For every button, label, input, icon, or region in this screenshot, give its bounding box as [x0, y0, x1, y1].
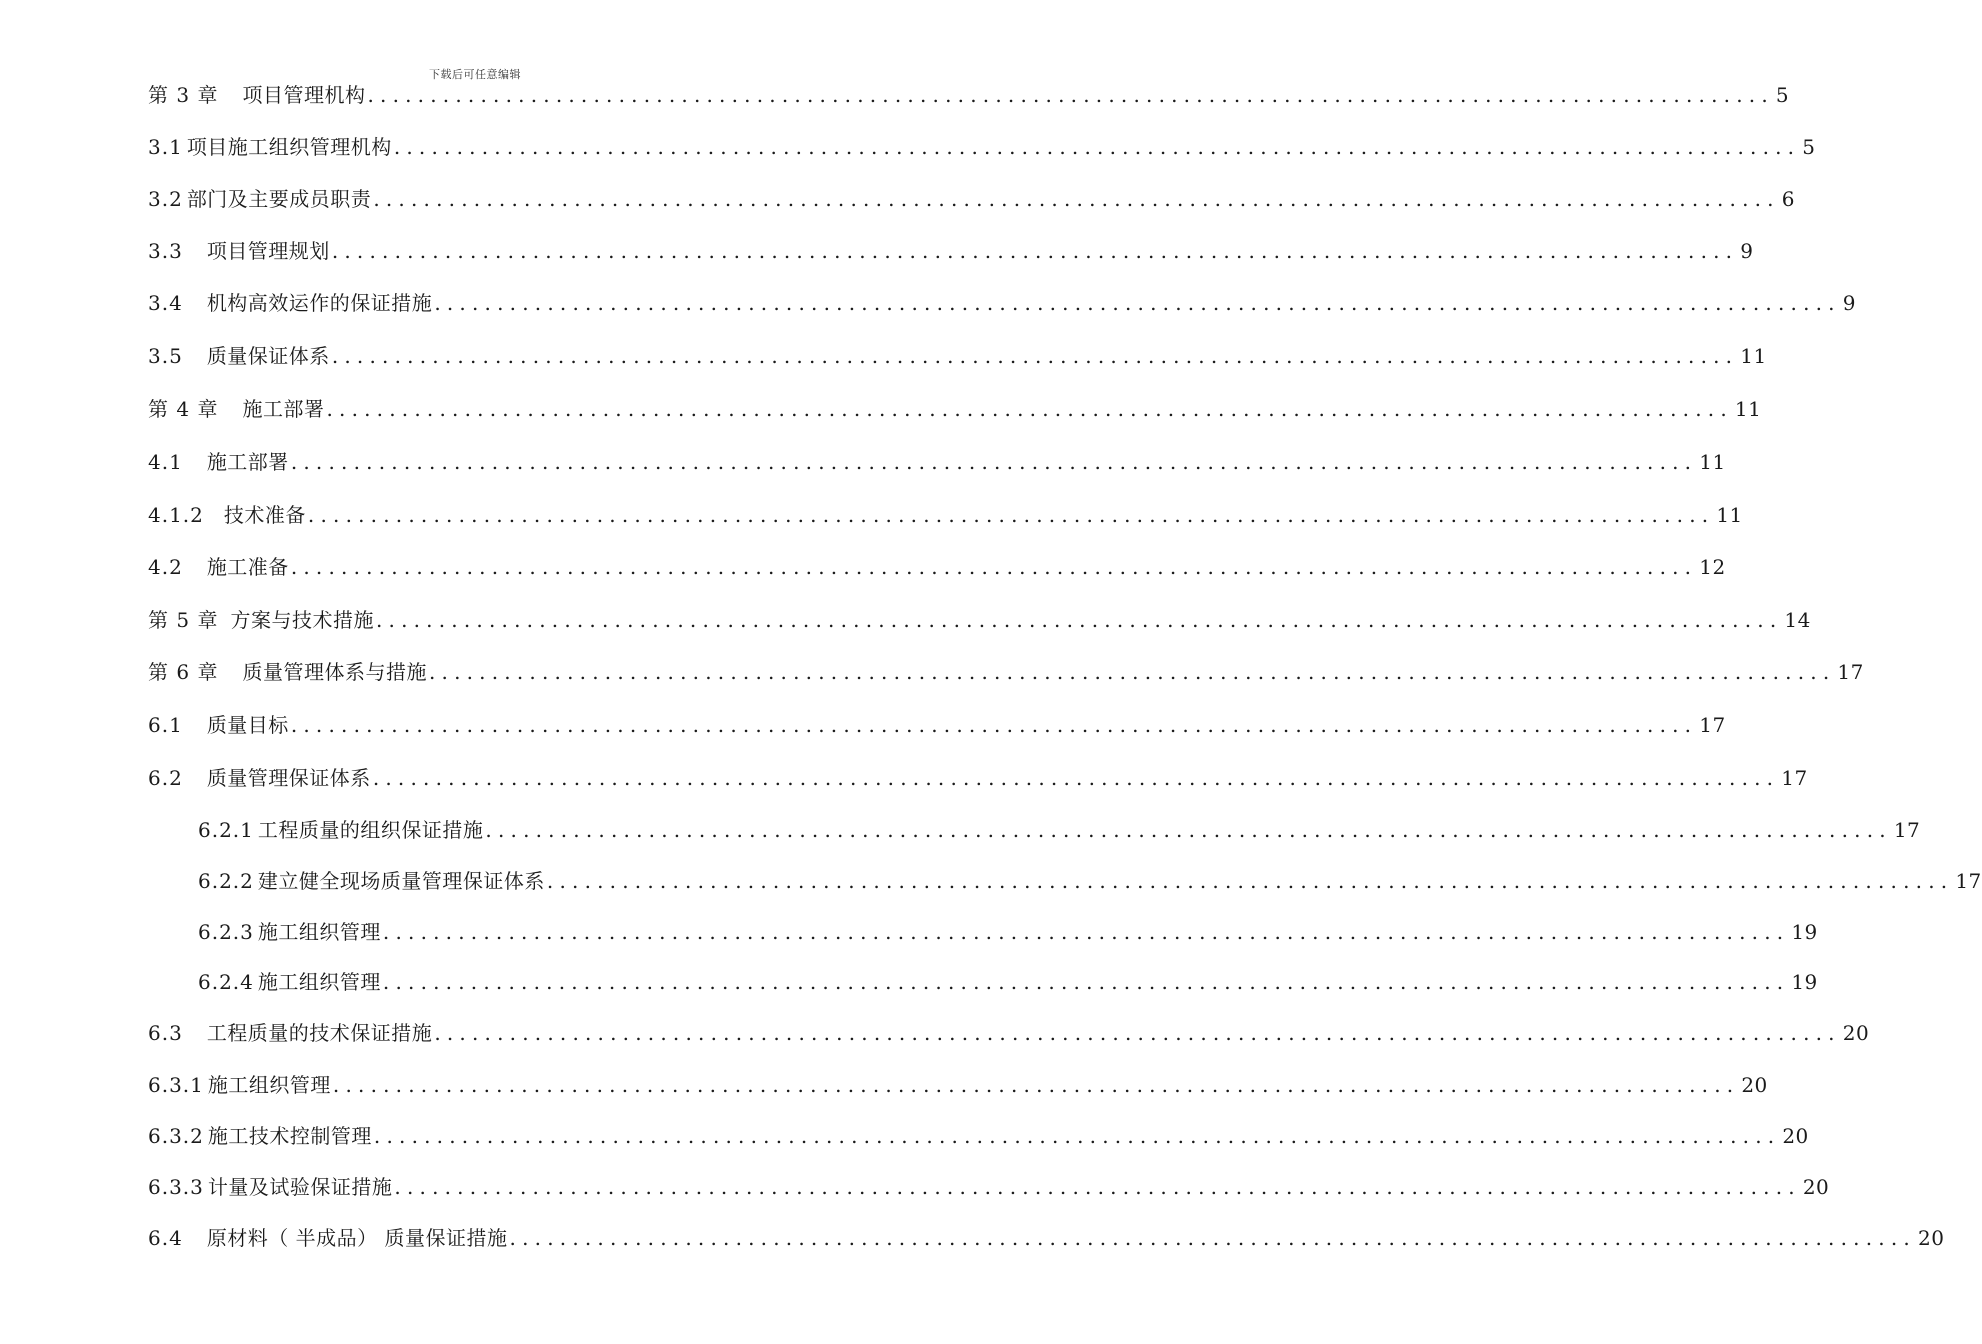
toc-entry-title: 施工技术控制管理 — [207, 1124, 372, 1148]
toc-entry-leader: ................................................................................................................ — [375, 608, 1783, 632]
toc-entry-leader: ................................................................................................................ — [331, 239, 1739, 263]
toc-entry-page: 14 — [1784, 608, 1811, 632]
toc-entry-leader: ................................................................................................................ — [382, 920, 1790, 944]
toc-entry-leader: ................................................................................................................ — [546, 869, 1954, 893]
toc-entry-title: 质量目标 — [206, 713, 289, 737]
toc-entry-leader: ................................................................................................................ — [393, 135, 1801, 159]
toc-entry[interactable] — [148, 500, 1743, 530]
toc-entry-number: 6.2.4 — [198, 970, 254, 994]
toc-entry[interactable] — [198, 967, 1818, 997]
toc-entry-number: 6.1 — [148, 713, 183, 737]
toc-entry-number: 3.3 — [148, 239, 183, 263]
toc-entry-number: 3.2 — [148, 187, 183, 211]
toc-entry-page: 20 — [1842, 1021, 1870, 1045]
toc-entry-page: 20 — [1782, 1124, 1809, 1148]
toc-entry-page: 20 — [1917, 1226, 1945, 1250]
toc-entry-page: 17 — [1837, 660, 1864, 684]
toc-entry-title: 方案与技术措施 — [230, 608, 374, 632]
toc-entry-page: 9 — [1842, 291, 1856, 315]
toc-entry-page: 17 — [1781, 766, 1808, 790]
toc-entry[interactable] — [148, 341, 1767, 371]
toc-entry-title: 质量保证体系 — [206, 344, 330, 368]
toc-entry-title: 施工准备 — [206, 555, 289, 579]
toc-entry-leader: ................................................................................................................ — [290, 555, 1698, 579]
toc-entry-page: 6 — [1781, 187, 1795, 211]
toc-entry[interactable] — [148, 1121, 1809, 1151]
toc-entry-number: 6.3.2 — [148, 1124, 204, 1148]
toc-entry-leader: ................................................................................................................ — [373, 187, 1780, 211]
toc-entry-number: 6.2.1 — [198, 818, 254, 842]
toc-entry-leader: ................................................................................................................ — [485, 818, 1892, 842]
toc-entry-leader: ................................................................................................................ — [372, 766, 1780, 790]
toc-entry-number: 第 3 章 — [148, 83, 219, 107]
toc-entry-leader: ................................................................................................................ — [434, 291, 1841, 315]
toc-entry-number: 6.3.3 — [148, 1175, 204, 1199]
toc-entry-number: 6.3.1 — [148, 1073, 204, 1097]
toc-entry-page: 20 — [1741, 1073, 1768, 1097]
toc-entry-number: 3.4 — [148, 291, 183, 315]
toc-entry[interactable] — [148, 657, 1864, 687]
toc-entry-number: 6.4 — [148, 1226, 183, 1250]
toc-entry-leader: ................................................................................................................ — [434, 1021, 1841, 1045]
toc-entry-number: 第 4 章 — [148, 397, 219, 421]
toc-entry-page: 12 — [1699, 555, 1726, 579]
toc-entry-page: 17 — [1955, 869, 1982, 893]
toc-entry-title: 施工组织管理 — [257, 920, 381, 944]
toc-entry-title: 项目管理机构 — [242, 83, 366, 107]
toc-entry-number: 第 5 章 — [148, 608, 219, 632]
toc-entry-page: 19 — [1791, 970, 1818, 994]
toc-entry-number: 4.1 — [148, 450, 183, 474]
toc-entry[interactable] — [198, 815, 1921, 845]
toc-entry-number: 3.5 — [148, 344, 183, 368]
toc-entry[interactable] — [148, 1070, 1768, 1100]
toc-entry-page: 11 — [1699, 450, 1726, 474]
toc-entry-title: 项目管理规划 — [206, 239, 330, 263]
toc-entry-page: 19 — [1791, 920, 1818, 944]
toc-entry[interactable] — [198, 866, 1982, 896]
toc-entry[interactable] — [148, 132, 1816, 162]
toc-entry-page: 5 — [1775, 83, 1790, 107]
toc-entry-number: 6.3 — [148, 1021, 183, 1045]
toc-entry[interactable] — [148, 1172, 1830, 1202]
toc-entry-title: 工程质量的组织保证措施 — [257, 818, 484, 842]
toc-entry[interactable] — [148, 710, 1726, 740]
toc-entry-leader: ................................................................................................................ — [509, 1226, 1916, 1250]
toc-entry-title: 工程质量的技术保证措施 — [206, 1021, 433, 1045]
toc-entry[interactable] — [148, 763, 1808, 793]
toc-entry-page: 11 — [1740, 344, 1767, 368]
toc-entry-leader: ................................................................................................................ — [373, 1124, 1781, 1148]
toc-entry-leader: ................................................................................................................ — [394, 1175, 1801, 1199]
toc-entry-title: 项目施工组织管理机构 — [186, 135, 392, 159]
toc-entry-title: 计量及试验保证措施 — [207, 1175, 393, 1199]
toc-entry[interactable] — [148, 605, 1811, 635]
toc-entry-page: 17 — [1893, 818, 1921, 842]
toc-entry-title: 施工部署 — [206, 450, 289, 474]
toc-entry-leader: ................................................................................................................ — [331, 344, 1739, 368]
toc-entry[interactable] — [148, 288, 1856, 318]
toc-entry-number: 4.1.2 — [148, 503, 204, 527]
toc-entry-leader: ................................................................................................................ — [326, 397, 1733, 421]
toc-entry-page: 5 — [1802, 135, 1816, 159]
toc-entry[interactable] — [148, 1018, 1870, 1048]
toc-entry[interactable] — [148, 447, 1726, 477]
toc-entry-title: 施工组织管理 — [257, 970, 381, 994]
toc-entry-title: 施工部署 — [242, 397, 325, 421]
toc-entry-number: 4.2 — [148, 555, 183, 579]
toc-entry-leader: ................................................................................................................ — [332, 1073, 1740, 1097]
toc-entry-title: 质量管理保证体系 — [206, 766, 371, 790]
toc-entry-number: 6.2 — [148, 766, 183, 790]
toc-entry-number: 6.2.2 — [198, 869, 254, 893]
toc-entry-title: 技术准备 — [223, 503, 306, 527]
toc-entry-leader: ................................................................................................................ — [290, 713, 1698, 737]
toc-entry[interactable] — [148, 1223, 1945, 1253]
toc-entry[interactable] — [198, 917, 1818, 947]
toc-entry-number: 6.2.3 — [198, 920, 254, 944]
toc-entry-title: 原材料（ 半成品） 质量保证措施 — [206, 1226, 508, 1250]
toc-entry[interactable] — [148, 80, 1790, 110]
toc-entry-page: 11 — [1734, 397, 1762, 421]
toc-entry-title: 质量管理体系与措施 — [242, 660, 427, 684]
toc-entry-leader: ................................................................................................................ — [382, 970, 1790, 994]
toc-entry-leader: ................................................................................................................ — [307, 503, 1715, 527]
toc-entry-title: 施工组织管理 — [207, 1073, 331, 1097]
toc-entry-page: 11 — [1716, 503, 1743, 527]
toc-entry[interactable] — [148, 552, 1726, 582]
toc-entry-title: 部门及主要成员职责 — [186, 187, 372, 211]
toc-entry-number: 3.1 — [148, 135, 183, 159]
toc-entry-leader: ................................................................................................................ — [290, 450, 1698, 474]
toc-entry-number: 第 6 章 — [148, 660, 219, 684]
toc-entry-page: 17 — [1699, 713, 1726, 737]
toc-entry-leader: ................................................................................................................ — [428, 660, 1836, 684]
toc-entry[interactable] — [148, 236, 1754, 266]
toc-entry[interactable] — [148, 394, 1762, 424]
toc-entry-title: 机构高效运作的保证措施 — [206, 291, 433, 315]
toc-entry-leader: ................................................................................................................ — [367, 83, 1774, 107]
toc-entry[interactable] — [148, 184, 1795, 214]
toc-entry-title: 建立健全现场质量管理保证体系 — [257, 869, 545, 893]
toc-entry-page: 20 — [1802, 1175, 1830, 1199]
toc-entry-page: 9 — [1740, 239, 1754, 263]
header-note: 下载后可任意编辑 — [429, 68, 521, 81]
